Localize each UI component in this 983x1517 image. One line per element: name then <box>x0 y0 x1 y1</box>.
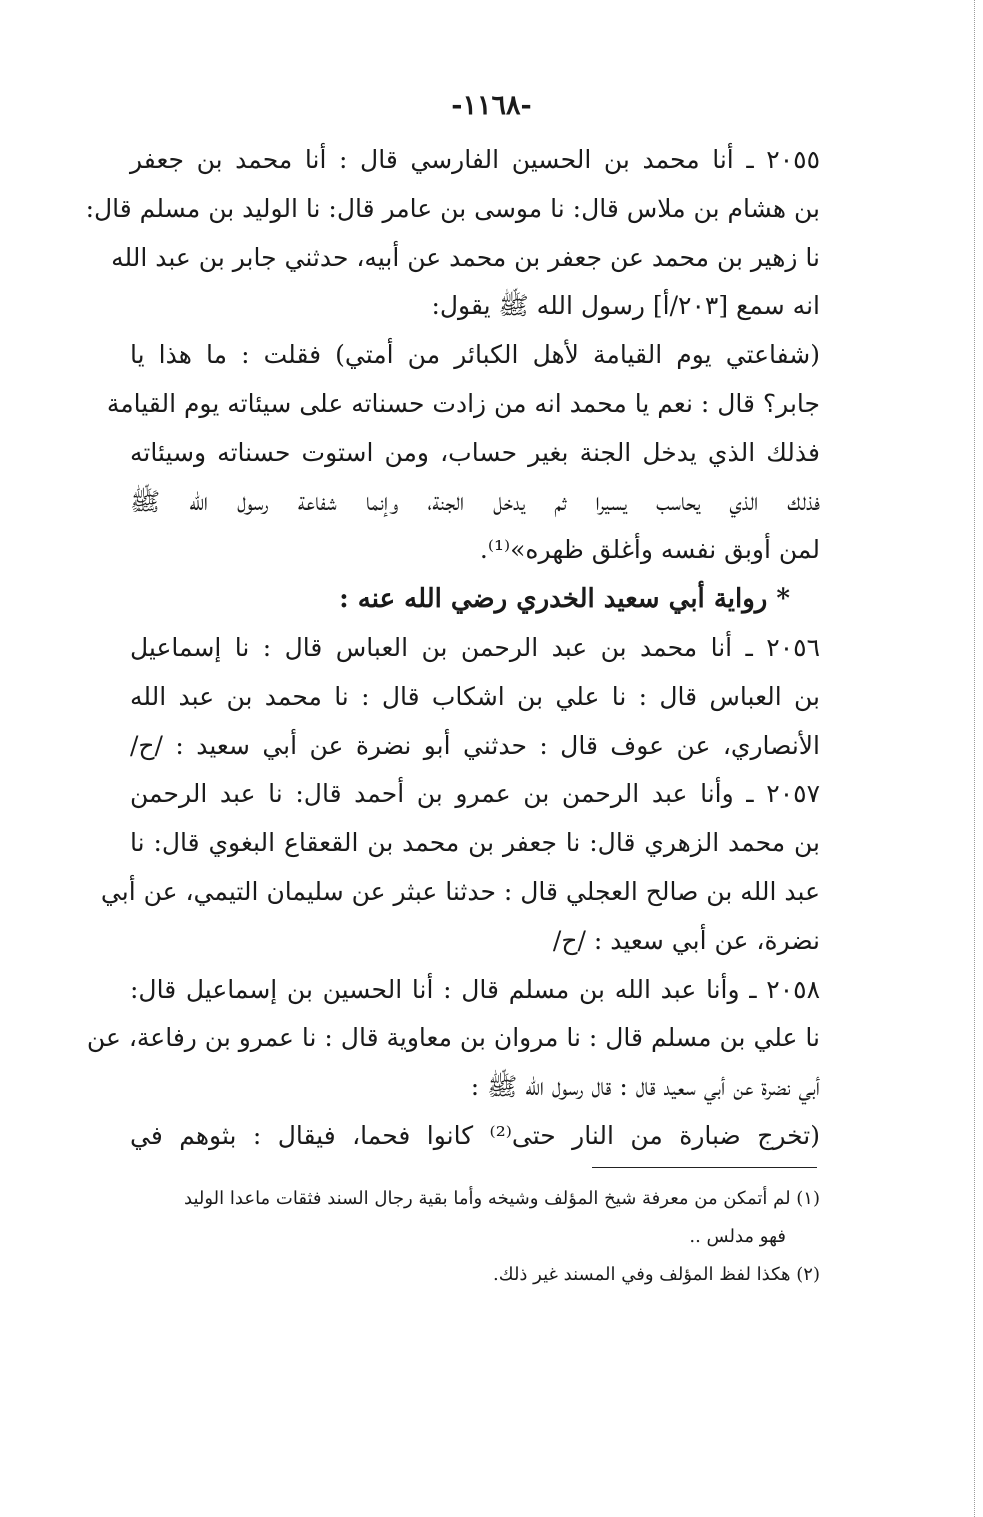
text-line: فذلك الذي يدخل الجنة بغير حساب، ومن استوت حسناته وسيئاته <box>130 437 820 467</box>
text-line: أبي نضرة عن أبي سعيد قال : قال رسول الله ﷺ : <box>470 1072 820 1102</box>
page-number: -١١٦٨- <box>451 90 532 121</box>
text-line: ٢٠٥٨ ـ وأنا عبد الله بن مسلم قال : أنا الحسين بن إسماعيل قال: <box>130 974 820 1004</box>
text-line: (شفاعتي يوم القيامة لأهل الكبائر من أمتي) فقلت : ما هذا يا <box>130 340 820 370</box>
text-line: بن العباس قال : نا علي بن اشكاب قال : نا محمد بن عبد الله <box>130 681 820 711</box>
scan-edge-line <box>974 0 975 1517</box>
text-line: نا زهير بن محمد عن جعفر بن محمد عن أبيه، حدثني جابر بن عبد الله <box>111 242 820 272</box>
text-line: لمن أوبق نفسه وأغلق ظهره»⁽¹⁾. <box>479 535 820 565</box>
footnote-1: (١) لم أتمكن من معرفة شيخ المؤلف وشيخه وأما بقية رجال السند فثقات ماعدا الوليد <box>184 1188 820 1209</box>
footnote-1-continued: فهو مدلس .. <box>689 1226 786 1247</box>
section-heading: * رواية أبي سعيد الخدري رضي الله عنه : <box>339 584 790 615</box>
text-line: فذلك الذي يحاسب يسيرا ثم يدخل الجنة، وإنما شفاعة رسول الله ﷺ <box>130 486 820 516</box>
main-text-block <box>85 136 820 1161</box>
text-line: عبد الله بن صالح العجلي قال : حدثنا عبثر عن سليمان التيمي، عن أبي <box>100 876 820 906</box>
text-line: نا علي بن مسلم قال : نا مروان بن معاوية قال : نا عمرو بن رفاعة، عن <box>86 1023 820 1053</box>
text-line: نضرة، عن أبي سعيد : /ح/ <box>552 925 820 955</box>
text-line: ٢٠٥٥ ـ أنا محمد بن الحسين الفارسي قال : أنا محمد بن جعفر <box>130 145 820 174</box>
text-line: بن محمد الزهري قال: نا جعفر بن محمد بن القعقاع البغوي قال: نا <box>130 828 820 858</box>
text-line: (تخرج ضبارة من النار حتى⁽²⁾ كانوا فحما، فيقال : بثوهم في <box>130 1120 820 1150</box>
text-line: ٢٠٥٧ ـ وأنا عبد الرحمن بن عمرو بن أحمد قال: نا عبد الرحمن <box>130 779 820 809</box>
text-line: جابر؟ قال : نعم يا محمد انه من زادت حسناته على سيئاته يوم القيامة <box>106 388 820 418</box>
text-line: بن هشام بن ملاس قال: نا موسى بن عامر قال: نا الوليد بن مسلم قال: <box>85 193 820 223</box>
text-line: انه سمع [٢٠٣/أ] رسول الله ﷺ يقول: <box>431 291 820 321</box>
footnote-separator <box>592 1167 817 1168</box>
footnote-2: (٢) هكذا لفظ المؤلف وفي المسند غير ذلك. <box>493 1264 820 1285</box>
text-line: الأنصاري، عن عوف قال : حدثني أبو نضرة عن أبي سعيد : /ح/ <box>130 730 820 760</box>
footnotes-block <box>150 1180 820 1294</box>
text-line: ٢٠٥٦ ـ أنا محمد بن عبد الرحمن بن العباس قال : نا إسماعيل <box>130 632 820 662</box>
